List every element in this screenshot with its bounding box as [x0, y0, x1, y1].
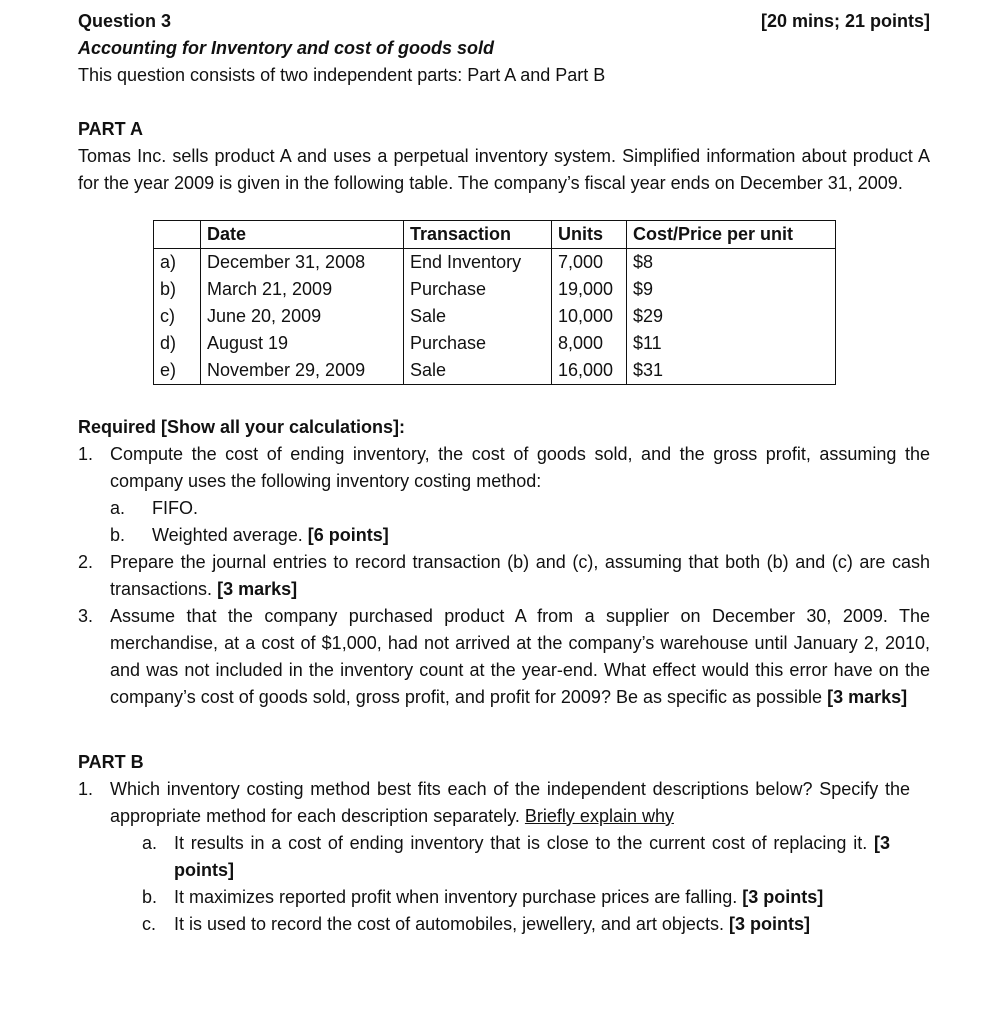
briefly-explain-link: Briefly explain why	[524, 806, 674, 826]
question-title: Question 3	[78, 11, 172, 31]
table-cell: Purchase	[404, 276, 552, 303]
item-number: b.	[110, 525, 126, 545]
question-timing: [20 mins; 21 points]	[760, 11, 930, 31]
table-cell: 7,000	[552, 249, 627, 277]
table-cell: December 31, 2008	[201, 249, 404, 277]
table-cell: $29	[627, 303, 836, 330]
table-cell: End Inventory	[404, 249, 552, 277]
item-number: a.	[110, 498, 126, 518]
item-points: [6 points]	[307, 525, 389, 545]
table-cell: c)	[154, 303, 201, 330]
sub-item	[110, 522, 930, 549]
table-row	[154, 357, 836, 385]
question-header	[78, 8, 930, 35]
table-cell: Sale	[404, 303, 552, 330]
table-cell: August 19	[201, 330, 404, 357]
table-cell: $31	[627, 357, 836, 385]
table-cell: b)	[154, 276, 201, 303]
item-text: Compute the cost of ending inventory, the cost of goods sold, and the gross profit, assuming the company uses the following inventory costing method:	[110, 444, 930, 491]
item-text: FIFO.	[152, 498, 198, 518]
list-item	[78, 776, 930, 938]
sub-item	[110, 830, 930, 884]
table-header-cell	[154, 221, 201, 249]
item-points: [3 points]	[174, 833, 890, 880]
table-header-row	[154, 221, 836, 249]
question-intro: This question consists of two independent parts: Part A and Part B	[78, 65, 606, 85]
item-text: Weighted average.	[152, 525, 303, 545]
table-cell: a)	[154, 249, 201, 277]
table-row	[154, 330, 836, 357]
item-points: [3 marks]	[827, 687, 908, 707]
sub-item	[110, 884, 930, 911]
item-number: 1.	[78, 444, 94, 464]
part-b-title: PART B	[78, 752, 144, 772]
item-text: Which inventory costing method best fits each of the independent descriptions below? Specify the appropriate method for each description separately.	[110, 779, 910, 826]
table-cell: d)	[154, 330, 201, 357]
part-b-list	[78, 776, 930, 938]
item-text: It is used to record the cost of automobiles, jewellery, and art objects.	[174, 914, 724, 934]
list-item	[78, 549, 930, 603]
item-text: Prepare the journal entries to record transaction (b) and (c), assuming that both (b) and (c) are cash transactions.	[110, 552, 930, 599]
item-points: [3 points]	[728, 914, 810, 934]
item-number: 3.	[78, 606, 94, 626]
table-cell: November 29, 2009	[201, 357, 404, 385]
required-title: Required [Show all your calculations]:	[78, 417, 406, 437]
document-page	[78, 8, 930, 938]
part-a-title: PART A	[78, 119, 143, 139]
table-cell: $8	[627, 249, 836, 277]
list-item	[78, 441, 930, 549]
sub-item	[110, 495, 930, 522]
item-points: [3 points]	[742, 887, 824, 907]
table-header-cell: Cost/Price per unit	[627, 221, 836, 249]
table-cell: Purchase	[404, 330, 552, 357]
table-cell: $11	[627, 330, 836, 357]
item-text: It maximizes reported profit when inventory purchase prices are falling.	[174, 887, 738, 907]
table-cell: March 21, 2009	[201, 276, 404, 303]
table-cell: e)	[154, 357, 201, 385]
table-cell: $9	[627, 276, 836, 303]
item-text: Assume that the company purchased product A from a supplier on December 30, 2009. The merchandise, at a cost of $1,000, had not arrived at the company’s warehouse until January 2, 2010, and was not included in the inventory count at the year-end. What effect would this error have on the company’s cost of goods sold, gross profit, and profit for 2009? Be as specific as possible	[110, 606, 930, 707]
table-cell: June 20, 2009	[201, 303, 404, 330]
list-item	[78, 603, 930, 711]
item-number: 2.	[78, 552, 94, 572]
question-topic: Accounting for Inventory and cost of goods sold	[78, 38, 495, 58]
item-number: a.	[142, 833, 158, 853]
table-cell: 8,000	[552, 330, 627, 357]
table-header-cell: Date	[201, 221, 404, 249]
table-row	[154, 276, 836, 303]
table-cell: 10,000	[552, 303, 627, 330]
table-header-cell: Units	[552, 221, 627, 249]
part-a-description: Tomas Inc. sells product A and uses a perpetual inventory system. Simplified information about product A for the year 2009 is given in the following table. The company’s fiscal year ends on December 31, 2009.	[78, 146, 930, 193]
table-row	[154, 303, 836, 330]
table-cell: 16,000	[552, 357, 627, 385]
item-text: It results in a cost of ending inventory that is close to the current cost of replacing it.	[174, 833, 868, 853]
item-number: c.	[142, 914, 157, 934]
item-number: b.	[142, 887, 158, 907]
table-header-cell: Transaction	[404, 221, 552, 249]
table-cell: 19,000	[552, 276, 627, 303]
item-points: [3 marks]	[217, 579, 298, 599]
table-row	[154, 249, 836, 277]
item-number: 1.	[78, 779, 94, 799]
required-list	[78, 441, 930, 711]
sub-item	[110, 911, 930, 938]
inventory-table	[153, 220, 836, 385]
table-cell: Sale	[404, 357, 552, 385]
